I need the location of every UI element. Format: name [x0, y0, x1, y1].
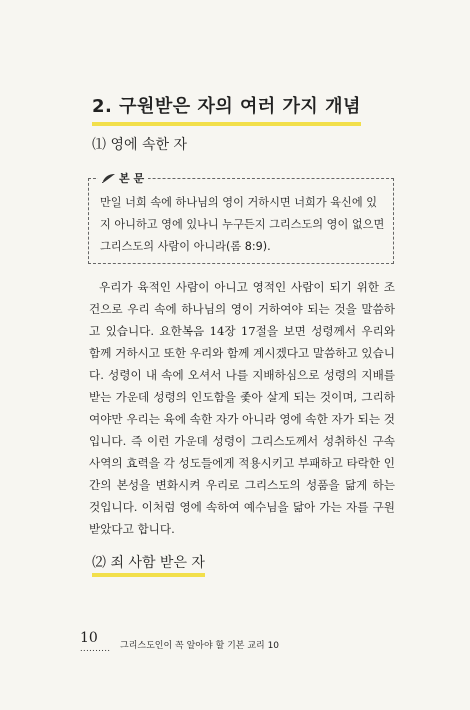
- subheading-forgiven: ⑵ 죄 사함 받은 자: [92, 554, 205, 577]
- scripture-text: 만일 너희 속에 하나님의 영이 거하시면 너희가 육신에 있지 아니하고 영에 있나니 누구든지 그리스도의 영이 없으면 그리스도의 사람이 아니라(롬 8:9).: [100, 196, 385, 253]
- footer-dots: ..........: [80, 644, 111, 653]
- scripture-label-text: 본 문: [119, 172, 145, 185]
- section-heading: 2. 구원받은 자의 여러 가지 개념: [92, 96, 361, 126]
- running-footer-title: 그리스도인이 꼭 알아야 할 기본 교리 10: [120, 641, 280, 651]
- body-paragraph: 우리가 육적인 사람이 아니고 영적인 사람이 되기 위한 조건으로 우리 속에 하나님의 영이 거하여야 되는 것을 말씀하고 있습니다. 요한복음 14장 17절을 보면 성령께서 우리와 함께 거하시고 또한 우리와 함께 계시겠다고 말씀하고 있습니다. 성령이 내 속에 오셔서 나를 지배하심으로 성령의 지배를 받는 가운데 성령의 인도함을 좇아 살게 되는 것이며, 그리하여야만 우리는 육에 속한 자가 아니라 영에 속한 자가 되는 것입니다. 즉 이런 가운데 성령이 그리스도께서 성취하신 구속 사역의 효력을 각 성도들에게 적용시키고 부패하고 타락한 인간의 본성을 변화시켜 우리로 그리스도의 성품을 닮게 하는 것입니다. 이처럼 영에 속하여 예수님을 닮아 가는 자를 구원받았다고 합니다.: [89, 280, 395, 536]
- page-number: 10: [80, 630, 98, 646]
- subheading-spiritual: ⑴ 영에 속한 자: [92, 137, 187, 153]
- feather-pen-icon: [102, 173, 116, 183]
- scripture-box-label: [98, 170, 148, 186]
